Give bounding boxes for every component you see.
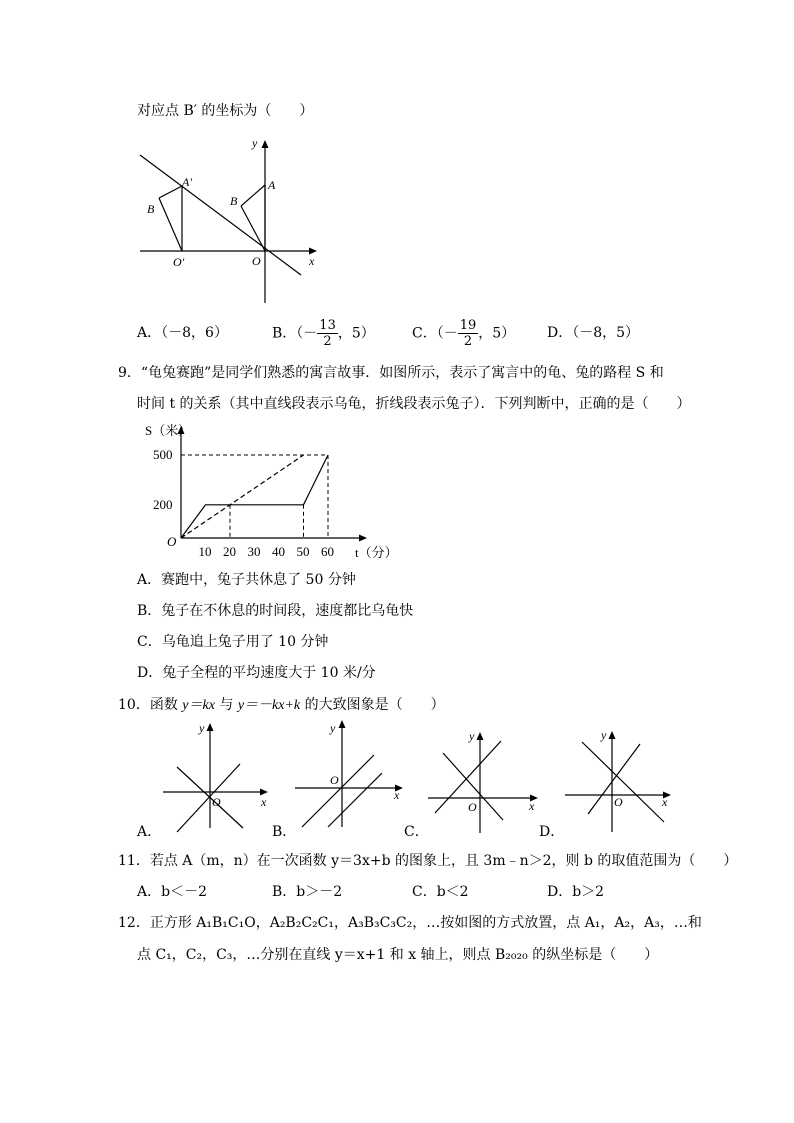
- q10-option-c: C．: [404, 824, 429, 840]
- q9-x-arrow: [359, 535, 367, 542]
- q8-segment-ab-prime: [159, 186, 182, 198]
- q11-number: 11．: [118, 853, 150, 869]
- q8-option-d: D．（－8，5）: [547, 325, 640, 341]
- q9-option-d: D．兔子全程的平均速度大于 10 米/分: [137, 665, 376, 681]
- q8-label-x: x: [309, 254, 315, 268]
- q9-number: 9．: [118, 365, 141, 381]
- q12-line1: 12．正方形 A₁B₁C₁O，A₂B₂C₂C₁，A₃B₃C₃C₂，…按如图的方式放置，点 A₁，A₂，A₃，…和: [118, 915, 702, 931]
- q12-number: 12．: [118, 915, 150, 931]
- q8-option-c: C．（－ $\frac{19}{2}$ ，5）: [412, 318, 516, 349]
- q8-label-a-prime: A': [182, 175, 192, 189]
- q9-option-c: C．乌龟追上兔子用了 10 分钟: [137, 634, 329, 650]
- q8-slanted-line: [140, 155, 301, 275]
- q10-option-d: D．: [539, 824, 565, 840]
- q8-label-o-prime: O′: [173, 255, 185, 269]
- q10-graph-b: [290, 715, 410, 830]
- q9-y-tick-200: 200: [153, 496, 173, 512]
- q8-label-b-prime: B: [147, 202, 155, 216]
- q10-graph-c: [425, 725, 550, 840]
- q10-c-y-label: y: [469, 729, 475, 743]
- q8-intro: 对应点 B′ 的坐标为（ ）: [137, 103, 314, 119]
- q8-label-o: O: [252, 254, 261, 268]
- q9-line2: 时间 t 的关系（其中直线段表示乌龟，折线段表示兔子）．下列判断中，正确的是（ ）: [137, 396, 691, 412]
- q9-x-tick-40: 40: [272, 544, 285, 559]
- q10-number: 10．: [118, 697, 150, 713]
- q10-b-y-label: y: [330, 721, 336, 735]
- q10-a-y-label: y: [199, 721, 205, 735]
- q10-option-b: B．: [272, 824, 297, 840]
- q12-line2: 点 C₁，C₂，C₃，…分别在直线 y＝x+1 和 x 轴上，则点 B₂₀₂₀ 的纵坐标是（ ）: [137, 947, 659, 963]
- q9-chart: [145, 422, 415, 567]
- q9-x-tick-60: 60: [321, 544, 334, 559]
- q8-segment-ab: [241, 185, 265, 206]
- q10-a-o-label: O: [212, 795, 221, 809]
- q8-option-a: A．（－8，6）: [137, 325, 228, 341]
- q10-a-line-2: [177, 764, 240, 832]
- q8-label-a: A: [268, 178, 276, 192]
- q9-series-hare: [181, 455, 328, 538]
- q8-y-arrow: [262, 140, 269, 148]
- q9-x-tick-10: 10: [198, 544, 212, 559]
- q11-option-d: D．b＞2: [547, 884, 605, 900]
- q8-option-b: B．（－ $\frac{13}{2}$ ，5）: [272, 318, 375, 349]
- q9-option-b: B．兔子在不休息的时间段，速度都比乌龟快: [137, 603, 414, 619]
- q10-graph-a: [155, 720, 275, 835]
- q11-stem: 11．若点 A（m，n）在一次函数 y＝3x+b 的图象上，且 3m﹣n＞2，则 b 的取值范围为（ ）: [118, 853, 738, 869]
- q9-line1: 9．“龟兔赛跑”是同学们熟悉的寓言故事．如图所示，表示了寓言中的龟、兔的路程 S 和: [118, 365, 664, 381]
- q9-option-a: A．赛跑中，兔子共休息了 50 分钟: [137, 572, 356, 588]
- q11-option-c: C．b＜2: [412, 884, 469, 900]
- q10-stem: 10．函数 y＝kx 与 y＝－kx+k 的大致图象是（ ）: [118, 697, 445, 713]
- q10-option-a: A．: [137, 824, 162, 840]
- q9-x-axis-label: t（分）: [355, 545, 398, 560]
- q11-option-a: A．b＜－2: [137, 884, 207, 900]
- q11-option-b: B．b＞－2: [272, 884, 343, 900]
- q10-d-line-2: [582, 742, 664, 822]
- q9-y-axis-label: S（米）: [145, 423, 192, 438]
- q10-b-x-label: x: [394, 788, 400, 802]
- q9-origin: O: [167, 534, 177, 549]
- q10-c-x-label: x: [529, 799, 535, 813]
- q9-x-tick-50: 50: [296, 544, 310, 559]
- q9-y-tick-500: 500: [153, 447, 173, 462]
- q10-a-x-label: x: [261, 795, 267, 809]
- q9-x-tick-30: 30: [247, 544, 261, 559]
- q10-graph-d: [560, 722, 685, 837]
- q10-b-o-label: O: [330, 773, 339, 787]
- q9-series-tortoise: [181, 455, 304, 538]
- q10-c-o-label: O: [468, 800, 477, 814]
- q8-label-y: y: [252, 136, 258, 150]
- q8-segment-bo: [241, 206, 265, 251]
- q8-segment-bo-prime: [159, 198, 182, 251]
- q10-d-y-label: y: [601, 728, 607, 742]
- q10-d-x-label: x: [662, 795, 668, 809]
- q8-figure: [135, 135, 335, 310]
- q8-label-b: B: [230, 194, 238, 208]
- q10-d-o-label: O: [614, 795, 623, 809]
- q9-x-tick-20: 20: [223, 544, 236, 559]
